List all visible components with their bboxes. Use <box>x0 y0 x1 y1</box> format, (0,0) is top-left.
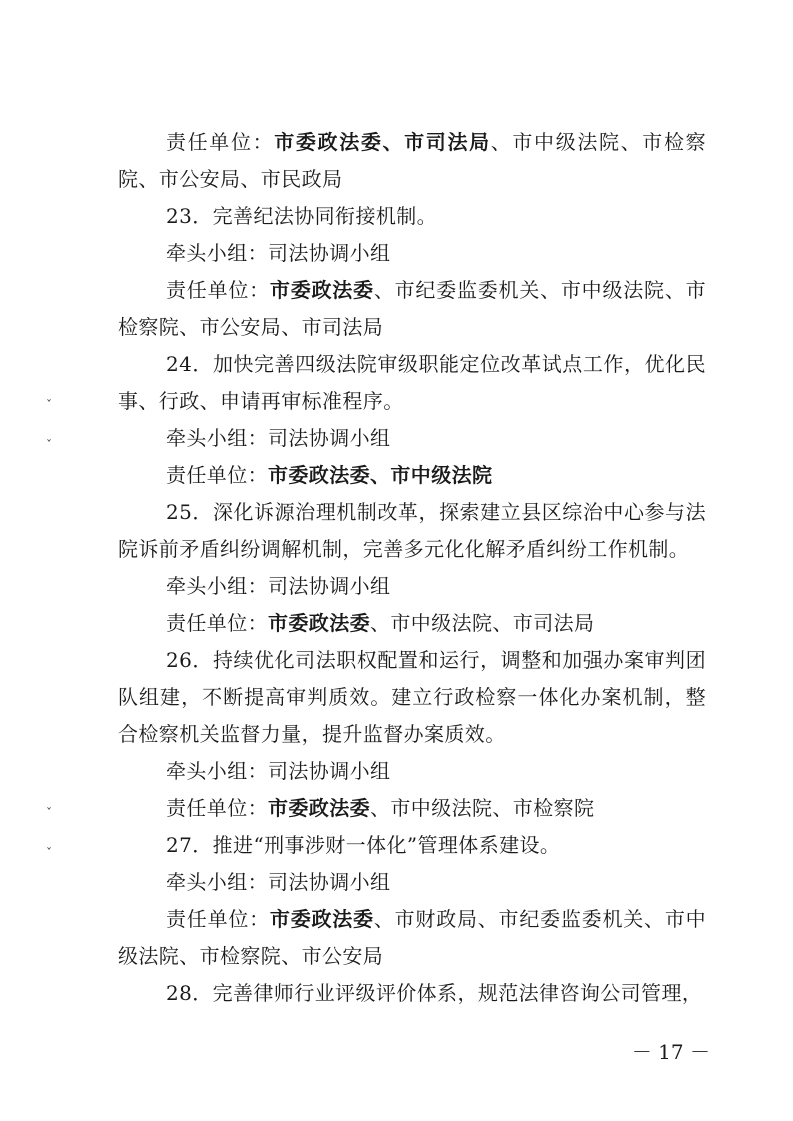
text-segment: 、市纪委监委机关、市中级法院、市检察院、市公安局、市司法局 <box>118 278 706 339</box>
text-segment: 牵头小组：司法协调小组 <box>166 870 391 894</box>
margin-mark: ˇ <box>46 398 52 412</box>
paragraph <box>118 494 706 568</box>
paragraph <box>118 568 706 605</box>
text-segment: 、市中级法院、市检察院 <box>370 796 595 820</box>
paragraph <box>118 864 706 901</box>
bold-text-segment: 市委政法委 <box>268 611 370 635</box>
paragraph <box>118 346 706 420</box>
text-segment: 责任单位： <box>166 611 268 635</box>
document-body <box>118 124 706 1012</box>
paragraph <box>118 827 706 864</box>
bold-text-segment: 市委政法委 <box>269 907 374 931</box>
paragraph <box>118 235 706 272</box>
paragraph <box>118 642 706 753</box>
bold-text-segment: 市委政法委、市中级法院 <box>268 463 493 487</box>
paragraph <box>118 975 706 1012</box>
text-segment: 牵头小组：司法协调小组 <box>166 574 391 598</box>
page-number: － 17 － <box>631 1040 710 1064</box>
text-segment: 、市中级法院、市检察院、市公安局、市民政局 <box>118 130 706 191</box>
text-segment: 27．推进“刑事涉财一体化”管理体系建设。 <box>166 833 561 857</box>
text-segment: 责任单位： <box>166 796 268 820</box>
text-segment: 牵头小组：司法协调小组 <box>166 241 391 265</box>
bold-text-segment: 市委政法委 <box>268 796 370 820</box>
text-segment: 牵头小组：司法协调小组 <box>166 426 391 450</box>
text-segment: 24．加快完善四级法院审级职能定位改革试点工作，优化民事、行政、申请再审标准程序。 <box>118 352 706 413</box>
text-segment: 责任单位： <box>166 130 275 154</box>
paragraph <box>118 420 706 457</box>
paragraph <box>118 124 706 198</box>
text-segment: 25．深化诉源治理机制改革，探索建立县区综治中心参与法院诉前矛盾纠纷调解机制，完善多元化化解矛盾纠纷工作机制。 <box>118 500 706 561</box>
text-segment: 责任单位： <box>166 907 270 931</box>
text-segment: 责任单位： <box>166 278 270 302</box>
bold-text-segment: 市委政法委、市司法局 <box>274 130 491 154</box>
text-segment: 26．持续优化司法职权配置和运行，调整和加强办案审判团队组建，不断提高审判质效。建立行政检察一体化办案机制，整合检察机关监督力量，提升监督办案质效。 <box>118 648 706 746</box>
paragraph <box>118 753 706 790</box>
bold-text-segment: 市委政法委 <box>269 278 374 302</box>
margin-mark: ˇ <box>46 846 52 860</box>
paragraph <box>118 790 706 827</box>
margin-mark: ˇ <box>46 438 52 452</box>
paragraph <box>118 272 706 346</box>
text-segment: 责任单位： <box>166 463 268 487</box>
margin-mark: ˇ <box>46 806 52 820</box>
paragraph <box>118 901 706 975</box>
paragraph <box>118 605 706 642</box>
text-segment: 牵头小组：司法协调小组 <box>166 759 391 783</box>
text-segment: 28．完善律师行业评级评价体系，规范法律咨询公司管理， <box>166 981 703 1005</box>
text-segment: 、市中级法院、市司法局 <box>370 611 595 635</box>
text-segment: 、市财政局、市纪委监委机关、市中级法院、市检察院、市公安局 <box>118 907 706 968</box>
paragraph <box>118 198 706 235</box>
text-segment: 23．完善纪法协同衔接机制。 <box>166 204 438 228</box>
paragraph <box>118 457 706 494</box>
